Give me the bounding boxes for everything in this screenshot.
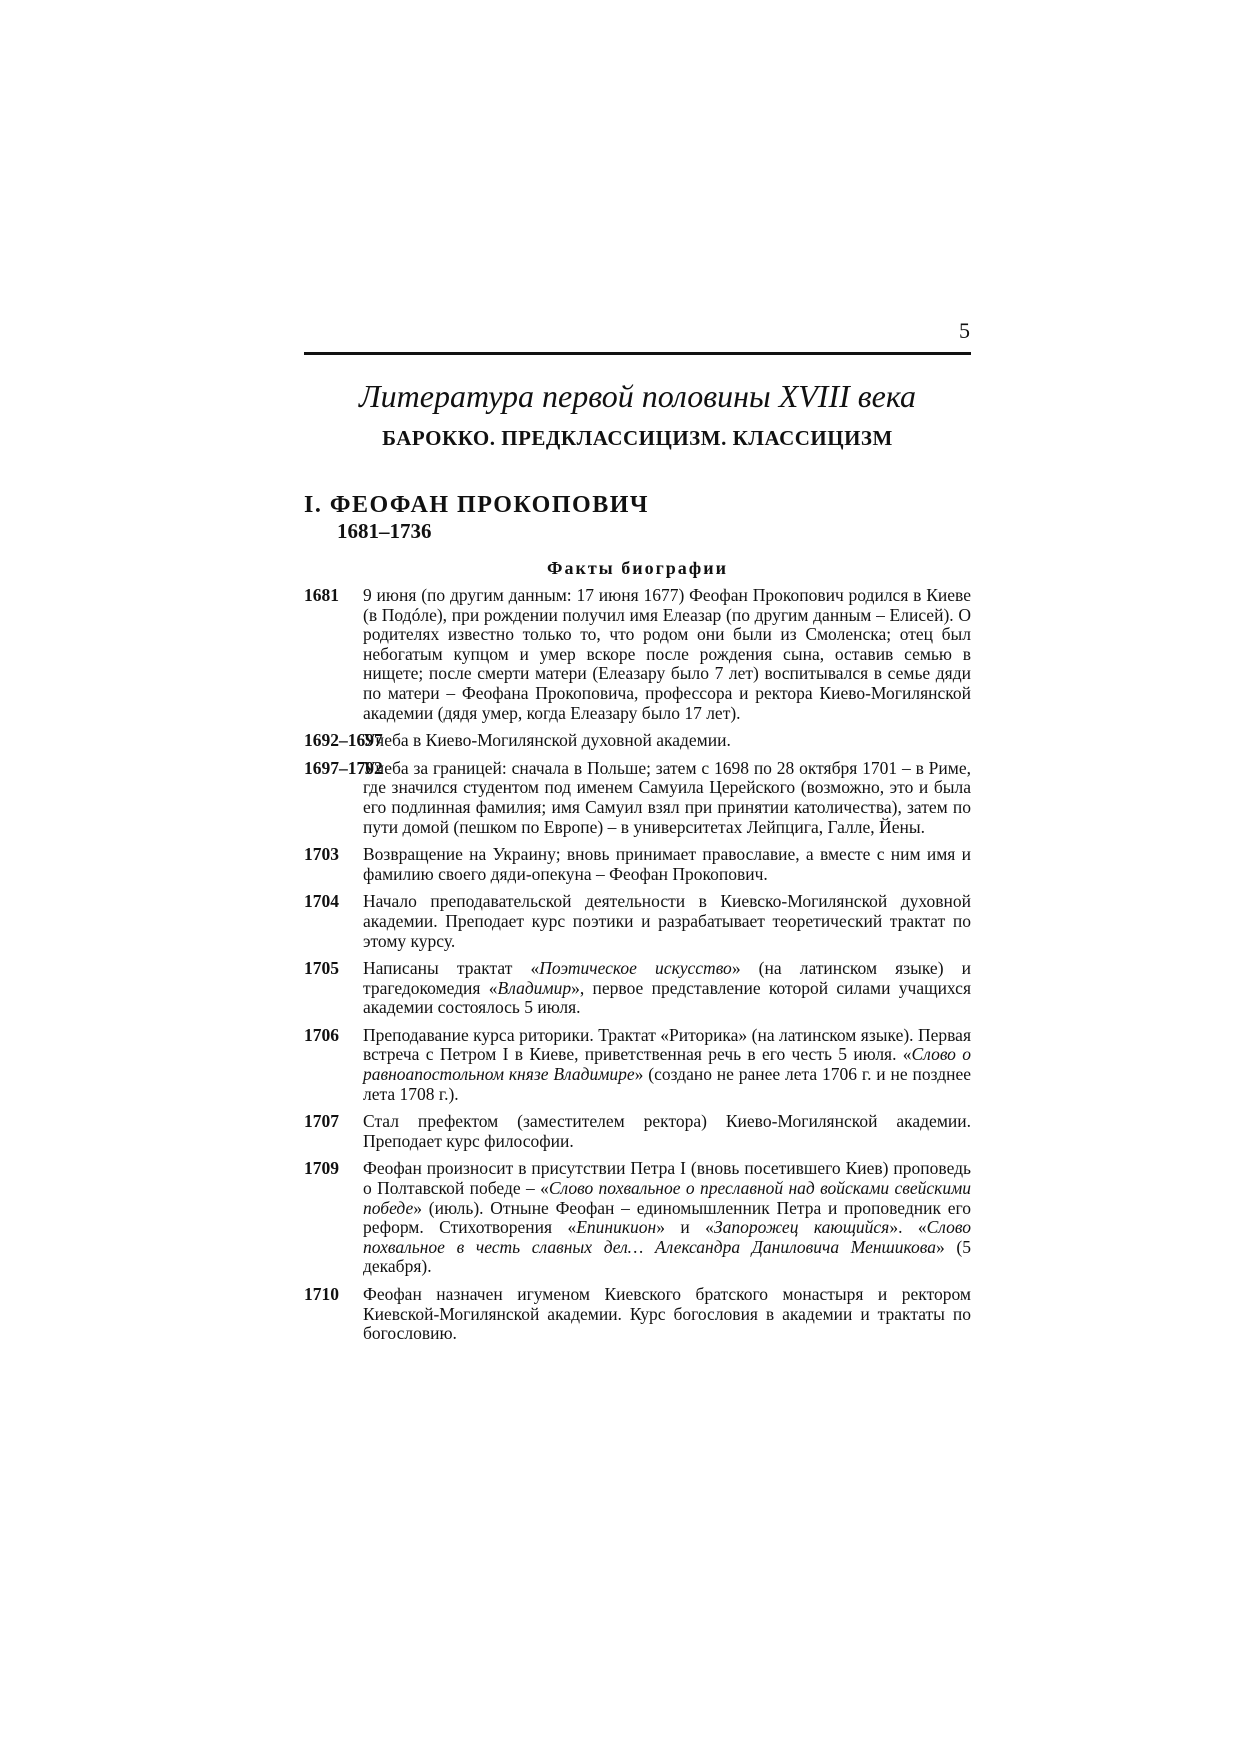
entry-text — [363, 1026, 971, 1104]
entry-year: 1709 — [304, 1158, 339, 1179]
entry-text-segment: » (июль). Отныне Феофан – единомышленник Петра и проповедник его реформ. Стихотворения « — [363, 1197, 971, 1238]
work-title: Поэтическое искусство — [539, 958, 732, 979]
entry-text-segment: Феофан произносит в присутствии Петра I (вновь посетившего Киев) проповедь о Полтавской победе – « — [363, 1158, 971, 1199]
timeline-entry — [304, 892, 971, 951]
entry-text-segment: Учеба в Киево-Могилянской духовной академии. — [363, 730, 731, 751]
entry-year: 1705 — [304, 958, 339, 979]
entry-text-segment: Начало преподавательской деятельности в Киевско-Могилянской духовной академии. Преподает курс поэтики и разрабатывает теоретический трактат по этому курсу. — [363, 891, 971, 951]
entry-text-segment: », первое представление которой силами учащихся академии состоялось 5 июля. — [363, 977, 971, 1018]
entry-text — [363, 731, 971, 751]
work-title: Слово похвальное в честь славных дел… Александра Даниловича Меншикова — [363, 1217, 971, 1257]
entry-text-segment: 9 июня (по другим данным: 17 июня 1677) Феофан Прокопович родился в Киеве (в Подóле), при рождении получил имя Елеазар (по другим данным – Елисей). О родителях известно только то, что родом они были из Смоленска; отец был небогатым купцом и умер вскоре после рождения сына, оставив семью в нищете; после смерти матери (Елеазару было 7 лет) воспитывался в семье дяди по матери – Феофана Прокоповича, профессора и ректора Киево-Могилянской академии (дядя умер, когда Елеазару было 17 лет). — [363, 585, 971, 723]
entry-text-segment: ». « — [889, 1217, 927, 1238]
entry-year: 1707 — [304, 1111, 339, 1132]
entry-year: 1681 — [304, 585, 339, 605]
entry-text-segment: Возвращение на Украину; вновь принимает православие, а вместе с ним имя и фамилию своего дяди-опекуна – Феофан Прокопович. — [363, 844, 971, 884]
entry-text — [363, 892, 971, 951]
entry-text — [363, 959, 971, 1018]
entry-text — [363, 845, 971, 884]
entry-year: 1692–1697 — [304, 730, 383, 751]
timeline — [304, 586, 971, 1352]
timeline-entry — [304, 1285, 971, 1344]
entry-year: 1706 — [304, 1024, 339, 1045]
entry-text-segment: » и « — [656, 1217, 714, 1238]
entry-text-segment: Написаны трактат « — [363, 958, 540, 979]
page-number: 5 — [959, 318, 970, 343]
entry-text-segment: Стал префектом (заместителем ректора) Киево-Могилянской академии. Преподает курс философии. — [363, 1111, 971, 1151]
timeline-entry — [304, 845, 971, 884]
entry-text — [363, 586, 971, 723]
chapter-dates: 1681–1736 — [337, 519, 432, 543]
chapter-heading: I. ФЕОФАН ПРОКОПОВИЧ — [304, 492, 649, 518]
timeline-entry — [304, 731, 971, 751]
work-title: Епиникион — [576, 1217, 657, 1238]
entry-text — [363, 1112, 971, 1151]
entry-text — [363, 759, 971, 837]
timeline-entry — [304, 1026, 971, 1104]
entry-text — [363, 1285, 971, 1344]
entry-text-segment: » (создано не ранее лета 1706 г. и не позднее лета 1708 г.). — [363, 1064, 971, 1104]
work-title: Владимир — [497, 977, 572, 998]
section-subtitle: БАРОККО. ПРЕДКЛАССИЦИЗМ. КЛАССИЦИЗМ — [382, 426, 893, 450]
work-title: Запорожец кающийся — [713, 1217, 890, 1238]
entry-text-segment: » (на латинском языке) и трагедокомедия « — [363, 958, 971, 998]
timeline-entry — [304, 1112, 971, 1151]
section-title: Литература первой половины XVIII века — [358, 378, 917, 414]
timeline-entry — [304, 586, 971, 723]
entry-year: 1697–1702 — [304, 757, 383, 778]
facts-heading: Факты биографии — [547, 558, 728, 578]
entry-text-segment: » (5 декабря). — [363, 1236, 972, 1277]
entry-text — [363, 1159, 971, 1277]
entry-year: 1710 — [304, 1284, 339, 1304]
entry-text-segment: Феофан назначен игуменом Киевского братского монастыря и ректором Киевской-Могилянской академии. Курс богословия в академии и трактаты по богословию. — [363, 1284, 971, 1344]
work-title: Слово похвальное о преславной над войсками свейскими победе — [363, 1178, 972, 1218]
timeline-entry — [304, 1159, 971, 1277]
timeline-entry — [304, 959, 971, 1018]
work-title: Слово о равноапостольном князе Владимире — [363, 1044, 971, 1085]
entry-year: 1703 — [304, 844, 339, 865]
header-rule — [304, 352, 971, 355]
timeline-entry — [304, 759, 971, 837]
entry-text-segment: Преподавание курса риторики. Трактат «Риторика» (на латинском языке). Первая встреча с Петром I в Киеве, приветственная речь в его честь 5 июля. « — [363, 1024, 971, 1065]
entry-year: 1704 — [304, 891, 339, 912]
entry-text-segment: Учеба за границей: сначала в Польше; затем с 1698 по 28 октября 1701 – в Риме, где значился студентом под именем Самуила Церейского (возможно, это и была его подлинная фамилия; имя Самуил взял при принятии католичества), затем по пути домой (пешком по Европе) – в университетах Лейпцига, Галле, Йены. — [363, 757, 971, 837]
